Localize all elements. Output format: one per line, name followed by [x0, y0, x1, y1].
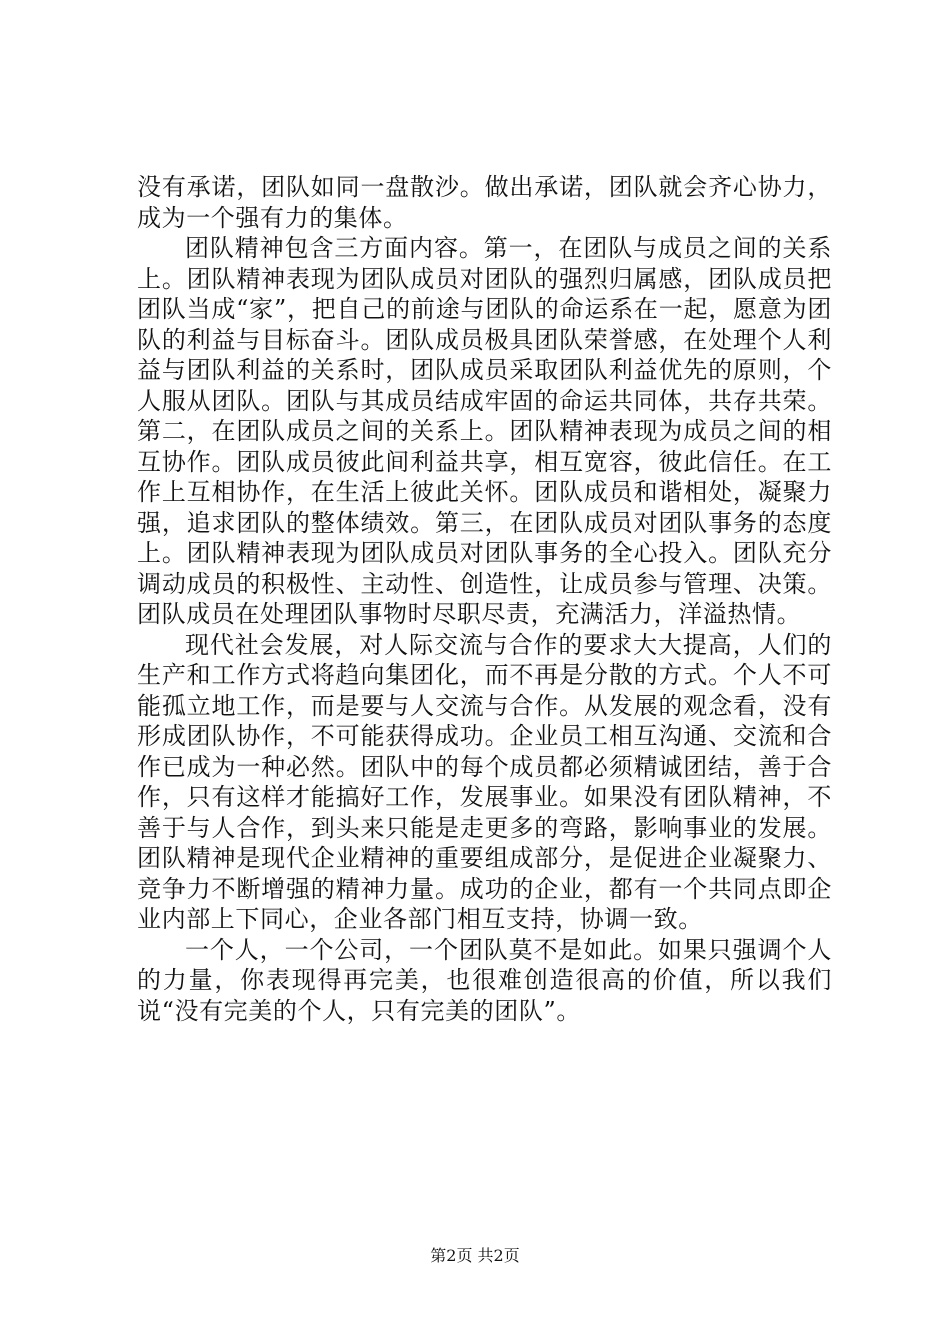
paragraph-4: 一个人，一个公司，一个团队莫不是如此。如果只强调个人的力量，你表现得再完美，也很难创造很高的价值，所以我们说“没有完美的个人，只有完美的团队”。 — [137, 935, 832, 1025]
paragraph-1: 没有承诺，团队如同一盘散沙。做出承诺，团队就会齐心协力，成为一个强有力的集体。 — [137, 173, 832, 232]
paragraph-3: 现代社会发展，对人际交流与合作的要求大大提高，人们的生产和工作方式将趋向集团化，而不再是分散的方式。个人不可能孤立地工作，而是要与人交流与合作。从发展的观念看，没有形成团队协作，不可能获得成功。企业员工相互沟通、交流和合作已成为一种必然。团队中的每个成员都必须精诚团结，善于合作，只有这样才能搞好工作，发展事业。如果没有团队精神，不善于与人合作，到头来只能是走更多的弯路，影响事业的发展。团队精神是现代企业精神的重要组成部分，是促进企业凝聚力、竞争力不断增强的精神力量。成功的企业，都有一个共同点即企业内部上下同心，企业各部门相互支持，协调一致。 — [137, 630, 832, 933]
page-number-footer: 第2页 共2页 — [430, 1246, 520, 1265]
document-body — [137, 172, 832, 1026]
paragraph-2: 团队精神包含三方面内容。第一，在团队与成员之间的关系上。团队精神表现为团队成员对团队的强烈归属感，团队成员把团队当成“家”，把自己的前途与团队的命运系在一起，愿意为团队的利益与目标奋斗。团队成员极具团队荣誉感，在处理个人利益与团队利益的关系时，团队成员采取团队利益优先的原则，个人服从团队。团队与其成员结成牢固的命运共同体，共存共荣。第二，在团队成员之间的关系上。团队精神表现为成员之间的相互协作。团队成员彼此间利益共享，相互宽容，彼此信任。在工作上互相协作，在生活上彼此关怀。团队成员和谐相处，凝聚力强，追求团队的整体绩效。第三，在团队成员对团队事务的态度上。团队精神表现为团队成员对团队事务的全心投入。团队充分调动成员的积极性、主动性、创造性，让成员参与管理、决策。团队成员在处理团队事物时尽职尽责，充满活力，洋溢热情。 — [137, 234, 832, 628]
